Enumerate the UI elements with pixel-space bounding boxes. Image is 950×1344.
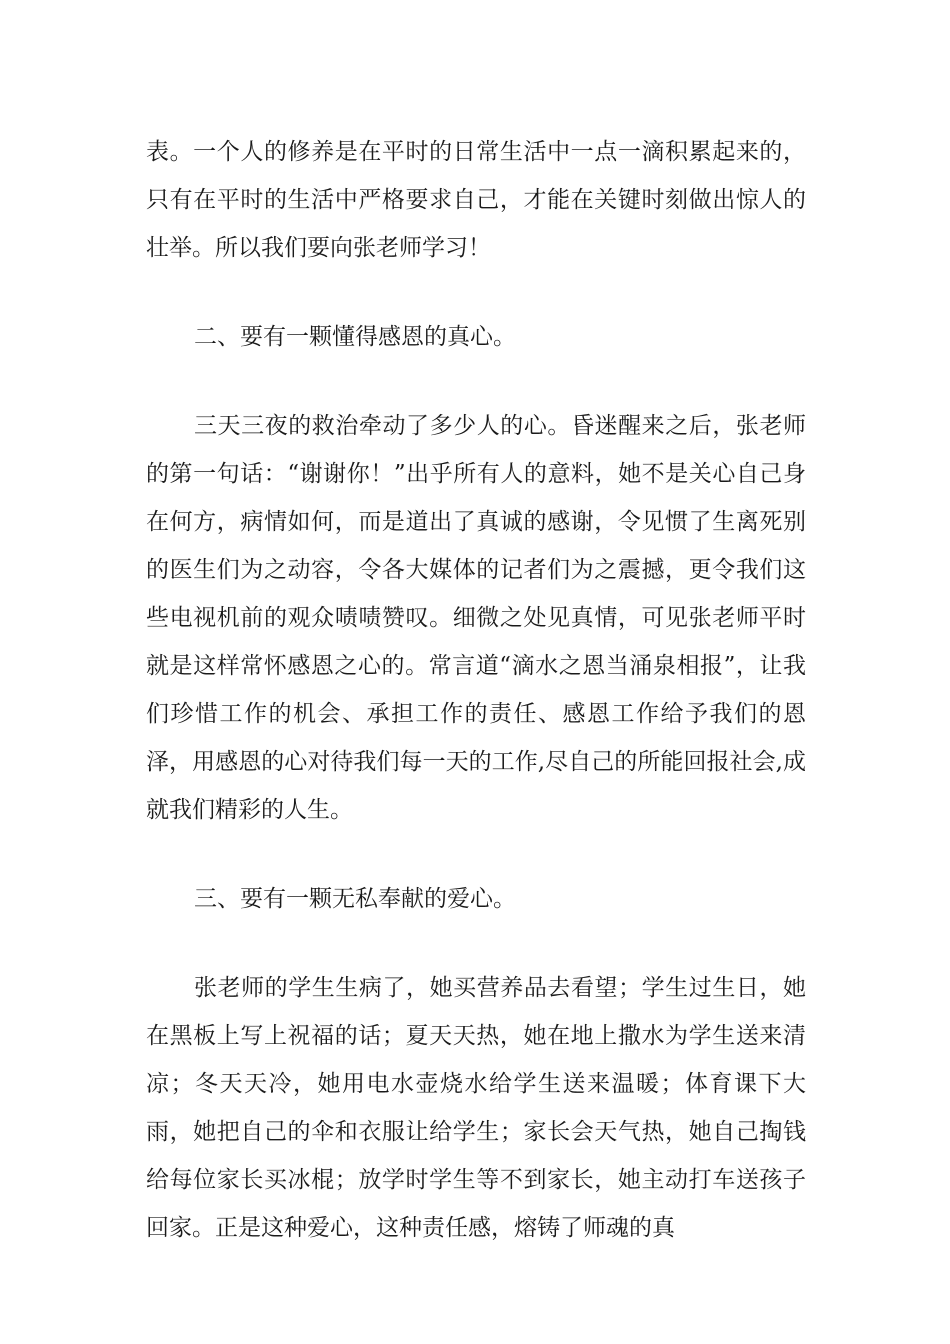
section-heading-dedication: 三、要有一颗无私奉献的爱心。 [194,886,516,912]
paragraph-gratitude: 三天三夜的救治牵动了多少人的心。昏迷醒来之后，张老师的第一句话：“谢谢你！”出乎所有人的意料，她不是关心自己身在何方，病情如何，而是道出了真诚的感谢，令见惯了生离死别的医生们为之动容，令各大媒体的记者们为之震撼，更令我们这些电视机前的观众啧啧赞叹。细微之处见真情，可见张老师平时就是这样常怀感恩之心的。常言道“滴水之恩当涌泉相报”，让我们珍惜工作的机会、承担工作的责任、感恩工作给予我们的恩泽，用感恩的心对待我们每一天的工作,尽自己的所能回报社会,成就我们精彩的人生。 [146,413,806,823]
paragraph-dedication: 张老师的学生生病了，她买营养品去看望；学生过生日，她在黑板上写上祝福的话；夏天天热，她在地上撒水为学生送来清凉；冬天天冷，她用电水壶烧水给学生送来温暖；体育课下大雨，她把自己的伞和衣服让给学生；家长会天气热，她自己掏钱给每位家长买冰棍；放学时学生等不到家长，她主动打车送孩子回家。正是这种爱心，这种责任感，熔铸了师魂的真 [146,975,806,1241]
section-heading-gratitude: 二、要有一颗懂得感恩的真心。 [194,324,516,350]
paragraph-continuation: 表。一个人的修养是在平时的日常生活中一点一滴积累起来的，只有在平时的生活中严格要求自己，才能在关键时刻做出惊人的壮举。所以我们要向张老师学习！ [146,139,806,261]
document-body [146,128,806,1252]
